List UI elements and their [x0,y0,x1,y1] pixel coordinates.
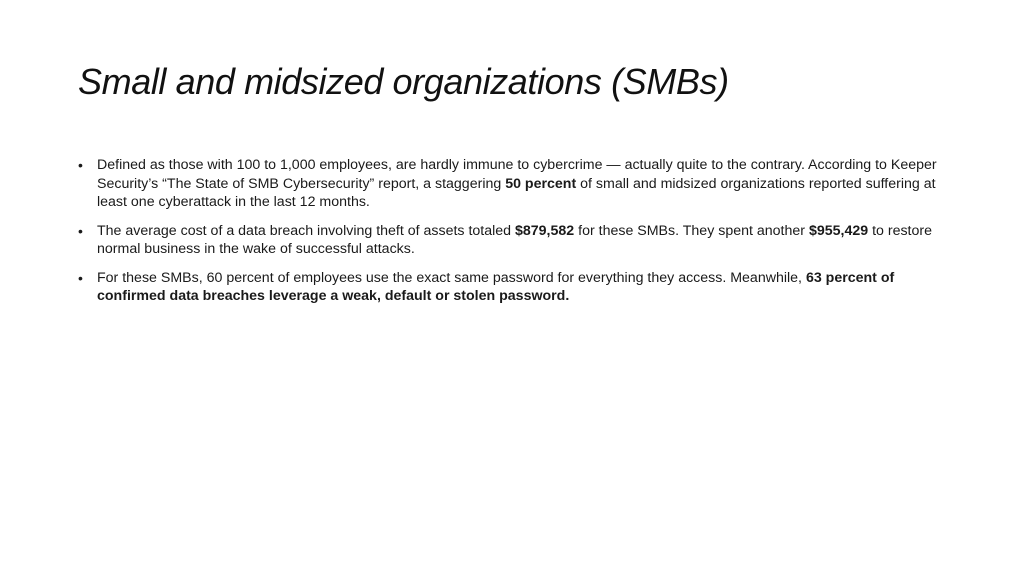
bullet-text: Defined as those with 100 to 1,000 employees, are hardly immune to cybercrime — actually quite to the contrary. According to Keeper Security’s “The State of SMB Cybersecurity” report, a staggering [97,157,937,192]
bullet-item-breach-cost [78,222,956,259]
slide-title: Small and midsized organizations (SMBs) [78,61,729,102]
bullet-list [78,156,956,316]
bullet-icon: • [78,222,83,239]
bullet-highlight: $879,582 [515,222,575,239]
bullet-highlight: $955,429 [808,222,869,239]
bullet-text: The average cost of a data breach involving theft of assets totaled [97,222,515,239]
bullet-text: for these SMBs. They spent another [574,222,809,239]
bullet-icon: • [78,269,83,286]
bullet-text: For these SMBs, 60 percent of employees use the exact same password for everything they access. Meanwhile, [97,269,806,286]
bullet-highlight: 63 percent of confirmed data breaches leverage a weak, default or stolen password. [97,269,895,304]
bullet-text: of small and midsized organizations reported suffering at least one cyberattack in the last 12 months. [97,175,936,210]
bullet-text: to restore normal business in the wake of successful attacks. [97,222,932,257]
bullet-item-password-reuse [78,269,956,306]
bullet-item-smb-definition [78,156,956,212]
bullet-icon: • [78,157,83,173]
bullet-highlight: 50 percent [505,175,577,192]
